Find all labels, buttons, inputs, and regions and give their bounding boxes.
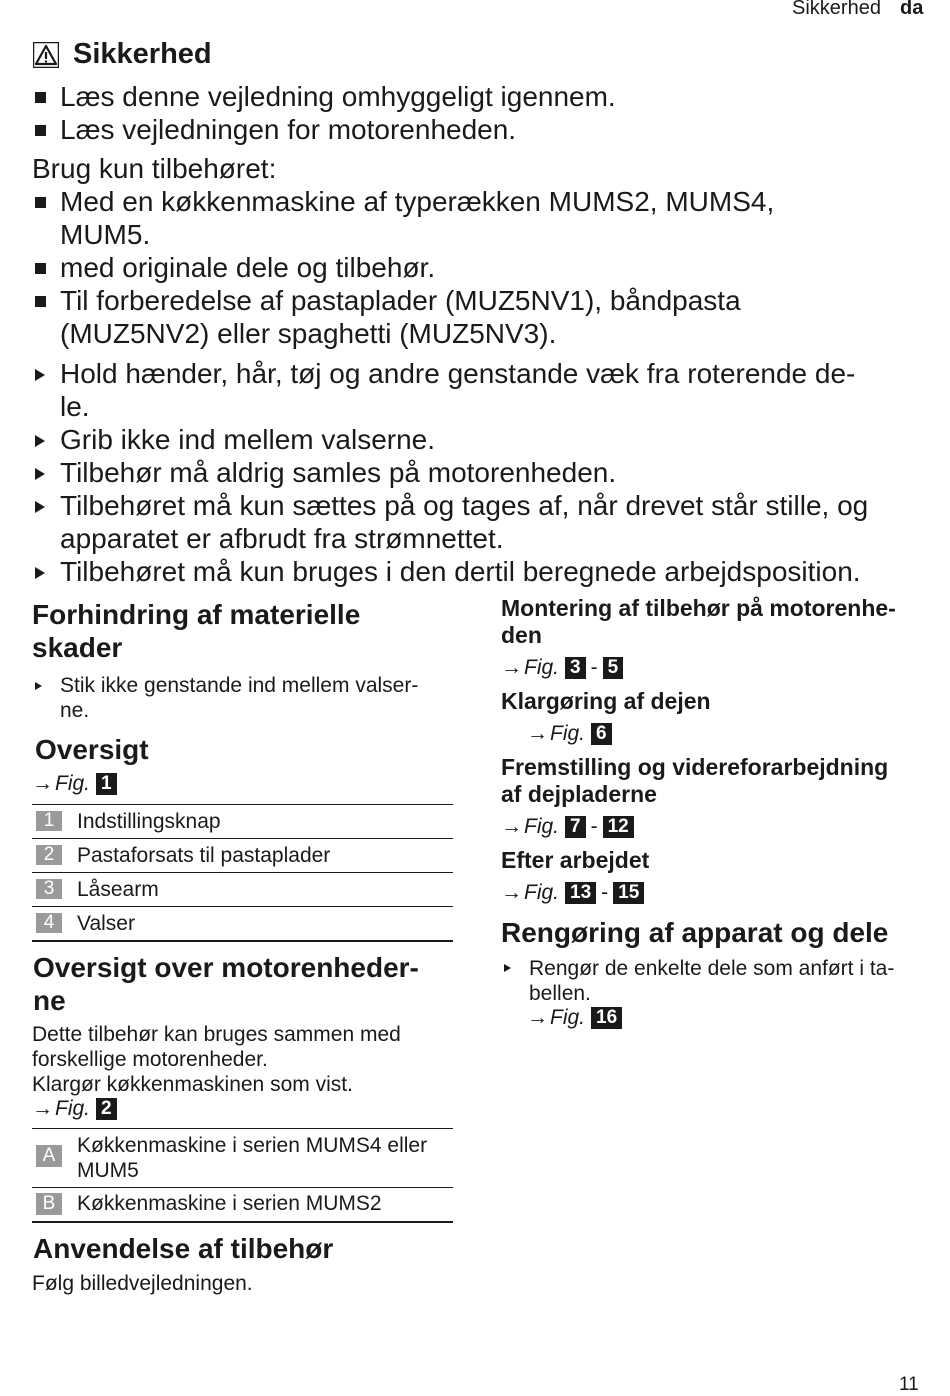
production-title xyxy=(501,754,888,808)
fig-label: Fig. xyxy=(550,1006,586,1029)
damage-action-line: Stik ikke genstande ind mellem valser- xyxy=(60,674,419,697)
arrow-right-icon: → xyxy=(527,722,548,745)
square-bullet-icon xyxy=(35,92,46,103)
arrow-right-icon: → xyxy=(501,881,522,904)
safety-bullet-line: Til forberedelse af pastaplader (MUZ5NV1), båndpasta xyxy=(60,285,741,316)
fig-badge: 15 xyxy=(613,882,644,904)
safety-bullet-line: (MUZ5NV2) eller spaghetti (MUZ5NV3). xyxy=(60,318,557,349)
use-only-text: Brug kun tilbehøret: xyxy=(32,153,277,184)
mounting-title xyxy=(501,595,896,649)
motor-overview-item-line: Køkkenmaskine i serien MUMS4 eller xyxy=(77,1134,428,1157)
motor-overview-title xyxy=(33,951,419,1017)
item-number-badge: 2 xyxy=(36,845,62,865)
fig-badge: 12 xyxy=(603,816,634,838)
triangle-action-icon xyxy=(35,435,45,447)
motor-overview-title-line: ne xyxy=(33,985,66,1016)
overview-item-label: Pastaforsats til pastaplader xyxy=(77,844,331,867)
fig-label: Fig. xyxy=(55,772,91,795)
fig-badge: 1 xyxy=(96,773,117,795)
fig-label: Fig. xyxy=(524,881,560,904)
production-title-line: Fremstilling og videreforarbejdning xyxy=(501,754,889,780)
motor-overview-text-line: Dette tilbehør kan bruges sammen med xyxy=(32,1023,401,1046)
fig-label: Fig. xyxy=(55,1097,91,1120)
damage-action xyxy=(60,673,418,723)
safety-bullet: med originale dele og tilbehør. xyxy=(60,252,436,283)
fig-badge: 13 xyxy=(565,882,596,904)
safety-action xyxy=(60,357,855,423)
table-divider xyxy=(32,1128,453,1129)
safety-title xyxy=(33,38,212,71)
production-fig-reference xyxy=(501,815,634,839)
motor-overview-item-label xyxy=(77,1133,427,1183)
safety-bullet xyxy=(60,284,741,350)
square-bullet-icon xyxy=(35,263,46,274)
table-divider xyxy=(32,906,453,907)
safety-bullet xyxy=(60,185,774,251)
fig-badge: 16 xyxy=(591,1007,622,1029)
fig-badge: 5 xyxy=(603,657,624,679)
safety-action: Grib ikke ind mellem valserne. xyxy=(60,424,436,455)
usage-text: Følg billedvejledningen. xyxy=(32,1272,253,1295)
triangle-action-icon xyxy=(35,501,45,513)
table-divider xyxy=(32,940,453,942)
arrow-right-icon: → xyxy=(32,1097,53,1120)
square-bullet-icon xyxy=(35,296,46,307)
fig-range-dash: - xyxy=(601,881,609,904)
fig-label: Fig. xyxy=(550,722,586,745)
mounting-fig-reference xyxy=(501,656,623,680)
damage-title-line: Forhindring af materielle xyxy=(32,599,361,630)
overview-title: Oversigt xyxy=(35,734,149,765)
cleaning-fig-reference xyxy=(527,1006,622,1030)
item-key-badge: A xyxy=(36,1145,62,1167)
safety-action-line: apparatet er afbrudt fra strømnettet. xyxy=(60,523,504,554)
triangle-action-icon xyxy=(35,468,45,480)
motor-overview-item-line: MUM5 xyxy=(77,1159,139,1182)
item-number-badge: 1 xyxy=(36,811,62,831)
motor-overview-text-line: Klargør køkkenmaskinen som vist. xyxy=(32,1073,353,1096)
page-number: 11 xyxy=(899,1374,919,1395)
dough-prep-fig-reference xyxy=(527,722,612,746)
fig-range-dash: - xyxy=(590,815,598,838)
safety-action-line: Hold hænder, hår, tøj og andre genstande væk fra roterende de- xyxy=(60,358,856,389)
triangle-action-icon xyxy=(504,964,511,972)
triangle-action-icon xyxy=(35,369,45,381)
square-bullet-icon xyxy=(35,197,46,208)
motor-overview-title-line: Oversigt over motorenheder- xyxy=(33,952,419,983)
damage-action-line: ne. xyxy=(60,699,90,722)
cleaning-action xyxy=(529,956,894,1006)
item-key-badge: B xyxy=(36,1193,62,1215)
safety-action-line: Tilbehøret må kun sættes på og tages af, når drevet står stille, og xyxy=(60,490,869,521)
arrow-right-icon: → xyxy=(527,1006,548,1029)
overview-item-label: Valser xyxy=(77,912,135,935)
fig-badge: 3 xyxy=(565,657,586,679)
fig-badge: 6 xyxy=(591,723,612,745)
safety-action xyxy=(60,489,868,555)
after-work-fig-reference xyxy=(501,881,644,905)
safety-bullet: Læs denne vejledning omhyggeligt igennem. xyxy=(60,81,616,112)
fig-label: Fig. xyxy=(524,815,560,838)
damage-title xyxy=(32,598,360,664)
triangle-action-icon xyxy=(35,682,42,690)
arrow-right-icon: → xyxy=(32,772,53,795)
motor-overview-text xyxy=(32,1022,401,1097)
cleaning-action-line: Rengør de enkelte dele som anført i ta- xyxy=(529,957,895,980)
fig-range-dash: - xyxy=(590,656,598,679)
overview-item-label: Indstillingsknap xyxy=(77,810,221,833)
production-title-line: af dejpladerne xyxy=(501,781,657,807)
running-header-section: Sikkerhed xyxy=(792,0,881,19)
running-header-lang: da xyxy=(900,0,924,19)
usage-title: Anvendelse af tilbehør xyxy=(33,1233,334,1264)
motor-overview-item-label: Køkkenmaskine i serien MUMS2 xyxy=(77,1192,382,1215)
warning-triangle-icon xyxy=(33,42,59,68)
safety-action: Tilbehør må aldrig samles på motorenheden. xyxy=(60,457,617,488)
mounting-title-line: den xyxy=(501,622,542,648)
item-number-badge: 4 xyxy=(36,913,62,933)
damage-title-line: skader xyxy=(32,632,123,663)
triangle-action-icon xyxy=(35,567,45,579)
fig-label: Fig. xyxy=(524,656,560,679)
motor-overview-text-line: forskellige motorenheder. xyxy=(32,1048,268,1071)
dough-prep-title: Klargøring af dejen xyxy=(501,688,711,714)
fig-badge: 7 xyxy=(565,816,586,838)
table-divider xyxy=(32,1221,453,1223)
arrow-right-icon: → xyxy=(501,656,522,679)
safety-action: Tilbehøret må kun bruges i den dertil beregnede arbejdsposition. xyxy=(60,556,861,587)
safety-title-text: Sikkerhed xyxy=(73,38,212,70)
safety-action-line: le. xyxy=(60,391,90,422)
square-bullet-icon xyxy=(35,125,46,136)
cleaning-action-line: bellen. xyxy=(529,982,591,1005)
motor-overview-fig-reference xyxy=(32,1097,117,1121)
overview-item-label: Låsearm xyxy=(77,878,159,901)
safety-bullet-line: MUM5. xyxy=(60,219,151,250)
table-divider xyxy=(32,1187,453,1188)
table-divider xyxy=(32,872,453,873)
item-number-badge: 3 xyxy=(36,879,62,899)
safety-bullet-line: Med en køkkenmaskine af typerækken MUMS2, MUMS4, xyxy=(60,186,775,217)
overview-fig-reference xyxy=(32,772,117,796)
fig-badge: 2 xyxy=(96,1098,117,1120)
table-divider xyxy=(32,804,453,805)
table-divider xyxy=(32,838,453,839)
safety-bullet: Læs vejledningen for motorenheden. xyxy=(60,114,517,145)
cleaning-title: Rengøring af apparat og dele xyxy=(501,917,889,948)
arrow-right-icon: → xyxy=(501,815,522,838)
after-work-title: Efter arbejdet xyxy=(501,847,650,873)
mounting-title-line: Montering af tilbehør på motorenhe- xyxy=(501,595,896,621)
